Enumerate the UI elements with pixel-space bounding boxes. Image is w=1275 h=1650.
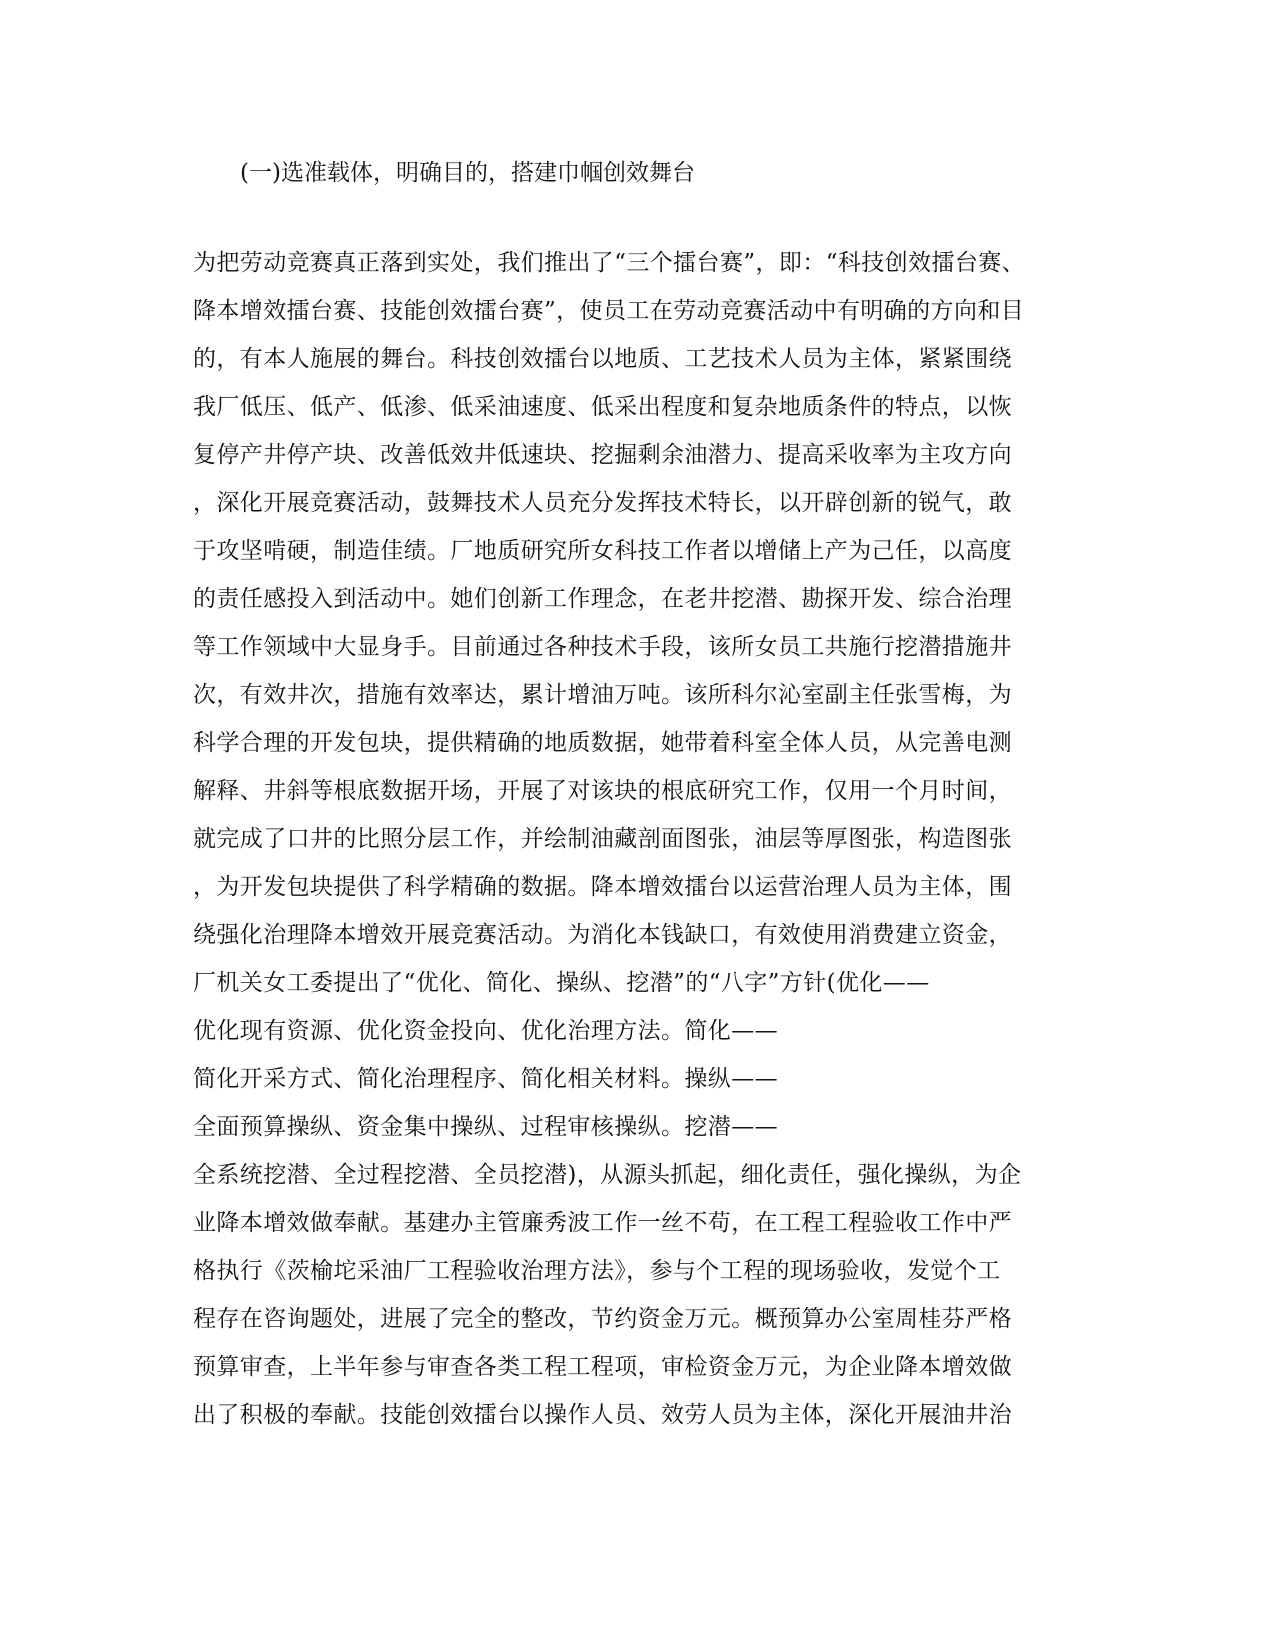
text-line: 为把劳动竞赛真正落到实处，我们推出了“三个擂台赛”，即：“科技创效擂台赛、 [193, 250, 1026, 276]
text-line: 等工作领域中大显身手。目前通过各种技术手段，该所女员工共施行挖潜措施井 [193, 634, 1012, 660]
text-line: 优化现有资源、优化资金投向、优化治理方法。简化—— [193, 1018, 778, 1044]
text-line: 程存在咨询题处，进展了完全的整改，节约资金万元。概预算办公室周桂芬严格 [193, 1306, 1012, 1332]
text-line: 我厂低压、低产、低渗、低采油速度、低采出程度和复杂地质条件的特点，以恢 [193, 394, 1012, 420]
text-line: 复停产井停产块、改善低效井低速块、挖掘剩余油潜力、提高采收率为主攻方向 [193, 442, 1012, 468]
text-line: 全面预算操纵、资金集中操纵、过程审核操纵。挖潜—— [193, 1114, 778, 1140]
text-line: 业降本增效做奉献。基建办主管廉秀波工作一丝不苟，在工程工程验收工作中严 [193, 1210, 1012, 1236]
text-line: 预算审查，上半年参与审查各类工程工程项，审检资金万元，为企业降本增效做 [193, 1354, 1012, 1380]
text-line: 全系统挖潜、全过程挖潜、全员挖潜)，从源头抓起，细化责任，强化操纵，为企 [193, 1162, 1022, 1188]
text-line: 简化开采方式、简化治理程序、简化相关材料。操纵—— [193, 1066, 778, 1092]
text-line: 格执行《茨榆坨采油厂工程验收治理方法》，参与个工程的现场验收，发觉个工 [193, 1258, 1001, 1284]
text-line: 的，有本人施展的舞台。科技创效擂台以地质、工艺技术人员为主体，紧紧围绕 [193, 346, 1012, 372]
text-line: 降本增效擂台赛、技能创效擂台赛”，使员工在劳动竞赛活动中有明确的方向和目 [193, 298, 1025, 324]
body-text [193, 248, 1093, 1448]
text-line: 绕强化治理降本增效开展竞赛活动。为消化本钱缺口，有效使用消费建立资金， [193, 922, 1012, 948]
text-line: ，深化开展竞赛活动，鼓舞技术人员充分发挥技术特长，以开辟创新的锐气，敢 [193, 490, 1012, 516]
text-line: 出了积极的奉献。技能创效擂台以操作人员、效劳人员为主体，深化开展油井治 [193, 1402, 1012, 1428]
text-line: 的责任感投入到活动中。她们创新工作理念，在老井挖潜、勘探开发、综合治理 [193, 586, 1012, 612]
text-line: 科学合理的开发包块，提供精确的地质数据，她带着科室全体人员，从完善电测 [193, 730, 1012, 756]
section-heading: (一)选准载体，明确目的，搭建巾帼创效舞台 [240, 160, 695, 186]
text-line: 就完成了口井的比照分层工作，并绘制油藏剖面图张，油层等厚图张，构造图张 [193, 826, 1012, 852]
text-line: 于攻坚啃硬，制造佳绩。厂地质研究所女科技工作者以增储上产为己任，以高度 [193, 538, 1012, 564]
text-line: ，为开发包块提供了科学精确的数据。降本增效擂台以运营治理人员为主体，围 [193, 874, 1012, 900]
text-line: 次，有效井次，措施有效率达，累计增油万吨。该所科尔沁室副主任张雪梅，为 [193, 682, 1012, 708]
text-line: 厂机关女工委提出了“优化、简化、操纵、挖潜”的“八字”方针(优化—— [193, 970, 930, 996]
text-line: 解释、井斜等根底数据开场，开展了对该块的根底研究工作，仅用一个月时间， [193, 778, 1012, 804]
